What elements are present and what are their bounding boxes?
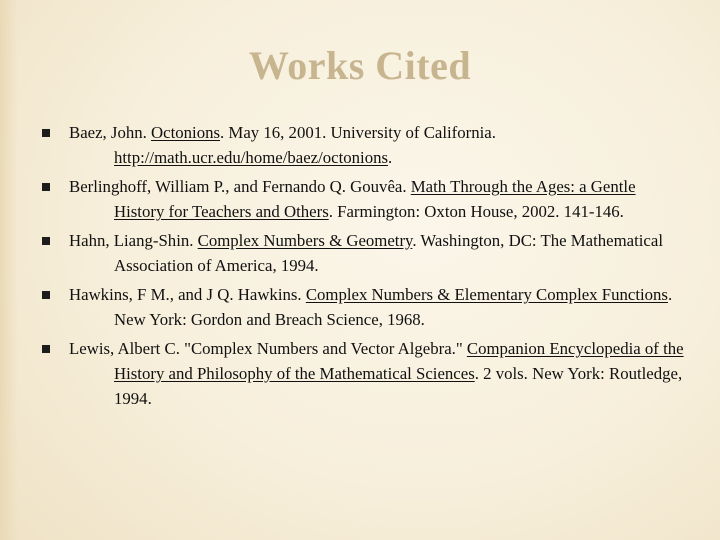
reference-details: . New York: Gordon and Breach Science, 1968. — [114, 285, 673, 329]
reference-details: . Washington, DC: The Mathematical Association of America, 1994. — [114, 231, 663, 275]
reference-url-link[interactable]: http://math.ucr.edu/home/baez/octonions — [114, 148, 389, 167]
reference-author: Baez, John. — [69, 123, 152, 142]
reference-details: . Farmington: Oxton House, 2002. 141-146. — [328, 202, 624, 221]
reference-details: . May 16, 2001. University of California. — [220, 123, 496, 142]
square-bullet-icon — [42, 345, 50, 353]
reference-title-link[interactable]: Complex Numbers & Elementary Complex Functions — [305, 285, 668, 304]
reference-author: Lewis, Albert C. "Complex Numbers and Vector Algebra." — [69, 339, 467, 358]
reference-title-link[interactable]: Math Through the Ages: a Gentle History for Teachers and Others — [114, 177, 636, 221]
reference-item — [40, 120, 690, 170]
slide-title: Works Cited — [248, 43, 472, 88]
works-cited-list — [40, 120, 690, 415]
reference-details: . 2 vols. New York: Routledge, 1994. — [114, 364, 683, 408]
reference-author: Hahn, Liang-Shin. — [69, 231, 198, 250]
square-bullet-icon — [42, 237, 50, 245]
reference-title-link[interactable]: Complex Numbers & Geometry — [197, 231, 413, 250]
reference-title-link[interactable]: Companion Encyclopedia of the History and Philosophy of the Mathematical Sciences — [114, 339, 684, 383]
reference-item — [40, 228, 690, 278]
square-bullet-icon — [42, 291, 50, 299]
reference-author: Hawkins, F M., and J Q. Hawkins. — [69, 285, 306, 304]
reference-title-link[interactable]: Octonions — [151, 123, 221, 142]
reference-author: Berlinghoff, William P., and Fernando Q. Gouvêa. — [69, 177, 411, 196]
square-bullet-icon — [42, 183, 50, 191]
square-bullet-icon — [42, 129, 50, 137]
reference-item — [40, 282, 690, 332]
reference-item — [40, 336, 690, 411]
reference-punctuation: . — [388, 148, 393, 167]
reference-item — [40, 174, 690, 224]
